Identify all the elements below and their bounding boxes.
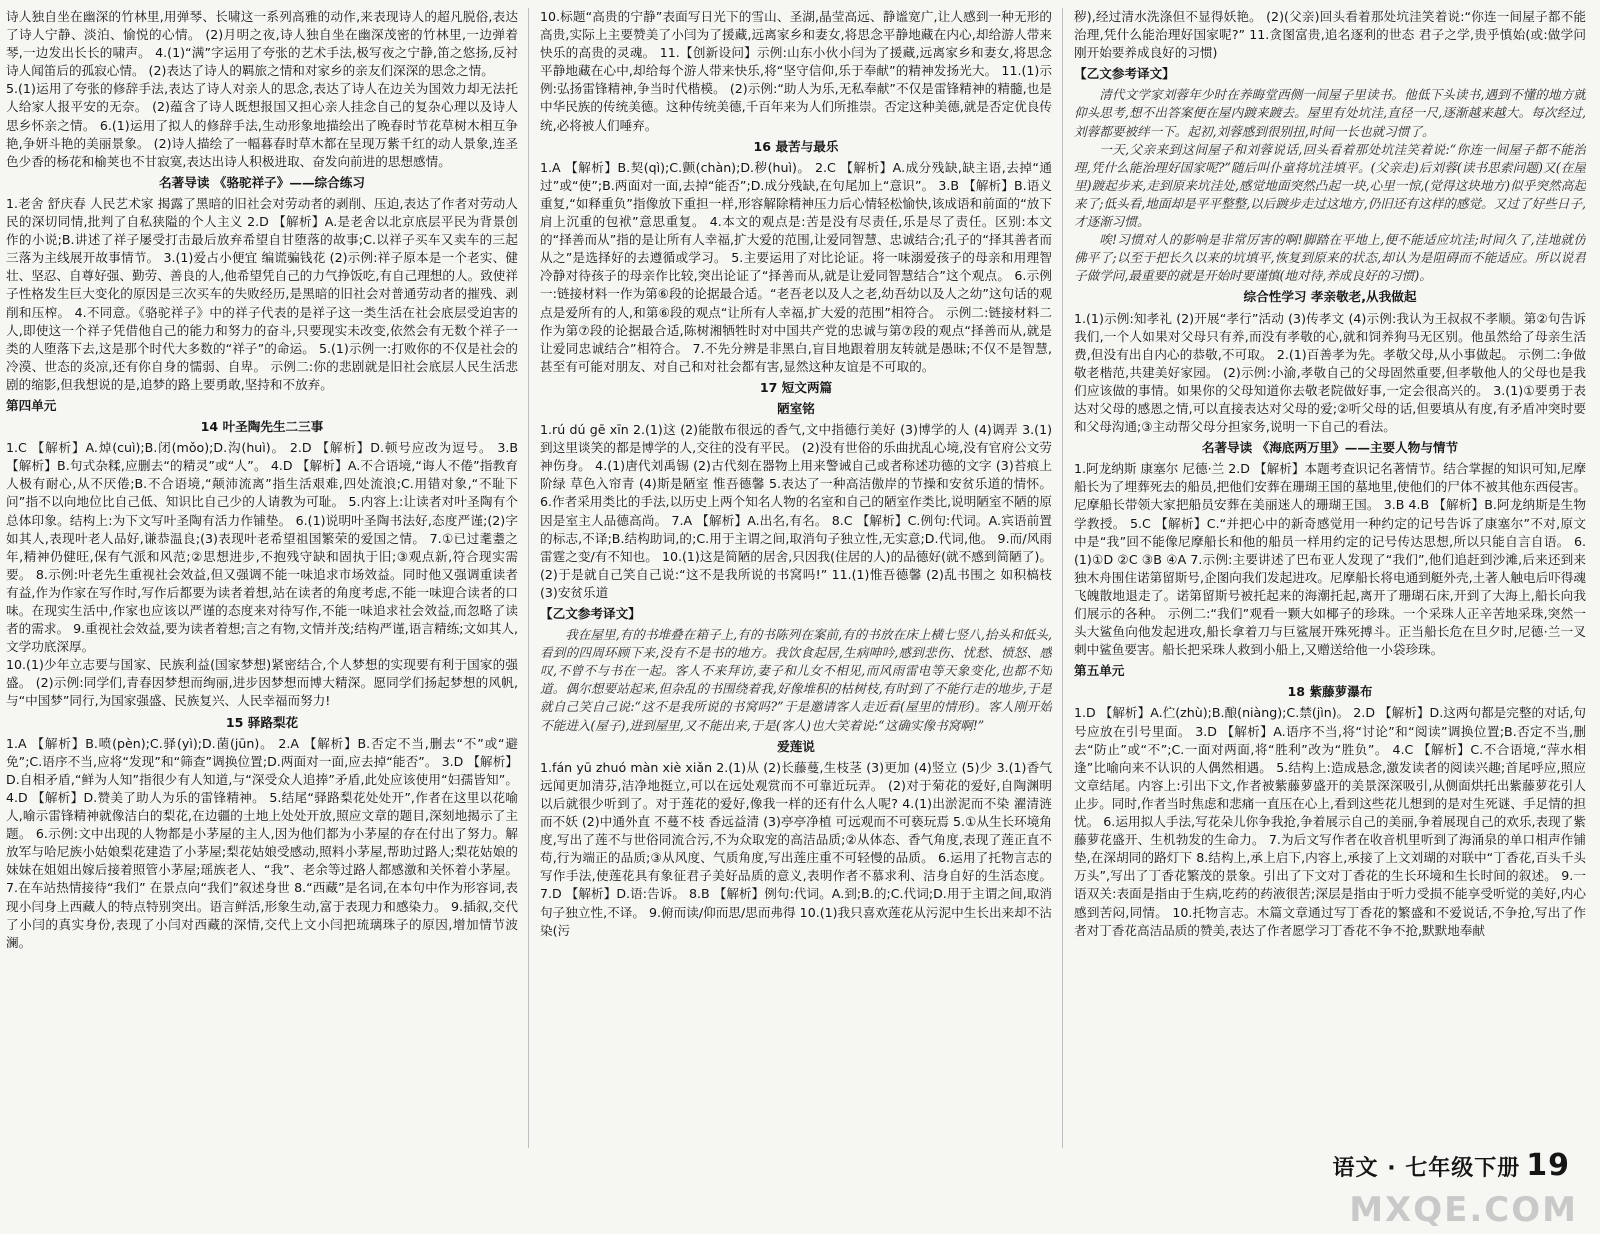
section-title: 综合性学习 孝亲敬老,从我做起: [1243, 289, 1417, 305]
translation-paragraph: 清代文学家刘蓉年少时在养晦堂西侧一间屋子里读书。他低下头读书,遇到不懂的地方就仰头思考,想不出答案便在屋内踱来踱去。屋里有处坑洼,直径一尺,逐渐越来越大。每次经过,刘蓉都要被绊一下。起初,刘蓉感到很别扭,时间一长也就习惯了。: [1074, 87, 1586, 139]
section-title: 17 短文两篇: [759, 379, 833, 395]
column-middle: [540, 8, 1052, 1148]
answer-paragraph: 10.标题“高贵的宁静”表面写日光下的雪山、圣湖,晶莹高远、静谧宽广,让人感到一种无形的高贵,实际上主要赞美了小闫为了援藏,远离家乡和妻女,将思念平静地藏在内心,却给游人带来快乐的高贵的灵魂。 11.【创新设问】示例:山东小伙小闫为了援藏,远离家乡和妻女,将思念平静地藏在心中,却给每个游人带来快乐,将“坚守信仰,乐于奉献”的精神发扬光大。 11.(1)示例:弘扬雷锋精神,争当时代楷模。 (2)示例:“助人为乐,无私奉献”不仅是雷锋精神的精髓,也是中华民族的传统美德。这种传统美德,千百年来为人们所推崇。否定这种美德,就是否定优良传统,必将被人们唾弃。: [540, 9, 1052, 133]
column-right: [1074, 8, 1586, 1148]
section-title: 18 紫藤萝瀑布: [1287, 684, 1373, 700]
footer-grade: 七年级下册: [1405, 1156, 1521, 1181]
answer-paragraph: 5.(1)运用了夸张的修辞手法,表达了诗人对亲人的思念,表达了诗人在边关为国效力却无法托人给家人报平安的无奈。 (2)蕴含了诗人既想报国又担心亲人挂念自己的复杂心理以及诗人思乡怀亲之情。 6.(1)运用了拟人的修辞手法,生动形象地描绘出了晚春时节花草树木相互争艳,争妍斗艳的美丽景象。 (2)诗人描绘了一幅暮春时草木都在呈现万紫千红的动人景象,连圣色少香的杨花和榆荚也不甘寂寞,表达出诗人积极进取、奋发向前进的思想感情。: [6, 81, 518, 169]
translation-paragraph: 我在屋里,有的书堆叠在箱子上,有的书陈列在案前,有的书放在床上横七竖八,抬头和低头,看到的四周环顾下来,没有不是书的地方。我饮食起居,生病呻吟,感到悲伤、忧愁、愤怒、感叹,不曾不与书在一起。客人不来拜访,妻子和儿女不相见,而风雨雷电等天象变化,也都不知道。偶尔想要站起来,但杂乱的书围绕着我,好像堆积的枯树枝,有时到了不能行走的地步,于是就自己笑自己说:“这不是我所说的书窝吗?”于是邀请客人走近看(屋里的情形)。客人刚开始不能进入(屋子),进到屋里,又不能出来,于是(客人)也大笑着说:“这确实像书窝啊!”: [540, 627, 1052, 733]
section-title: 14 叶圣陶先生二三事: [200, 419, 324, 435]
section-title: 名著导读 《海底两万里》——主要人物与情节: [1201, 440, 1459, 456]
answer-paragraph: 1.rú dú gē xīn 2.(1)这 (2)能散布很远的香气,文中指德行美好 (3)博学的人 (4)调弄 3.(1)到这里谈笑的都是博学的人,交往的没有平民。 (2)没有世俗的乐曲扰乱心境,没有官府公文劳神伤身。 4.(1)唐代刘禹锡 (2)古代刻在器物上用来警诫自己或者称述功德的文字 (3)苔痕上阶绿 草色入帘青 (4)斯是陋室 惟吾德馨 5.表达了一种高洁傲岸的节操和安贫乐道的情怀。 6.作者采用类比的手法,以历史上两个知名人物的名室和自己的陋室作类比,说明陋室不陋的原因是室主人品德高尚。 7.A 【解析】A.出名,有名。 8.C 【解析】C.例句:代词。A.宾语前置的标志,不译;B.结构助词,的;C.用于主谓之间,取消句子独立性,无实意;D.代词,他。 9.而/风雨雷霆之变/有不知也。 10.(1)这是简陋的居舍,只因我(住居的人)的品德好(就不感到简陋了)。 (2)于是就自己笑自己说:“这不是我所说的书窝吗!” 11.(1)惟吾德馨 (2)乱书围之 如积槁枝 (3)安贫乐道: [540, 422, 1052, 600]
answer-paragraph: 1.(1)示例:知孝礼 (2)开展“孝行”活动 (3)传孝文 (4)示例:我认为王叔叔不孝顺。第②句告诉我们,一个人如果对父母只有养,而没有孝敬的心,就和饲养狗马无区别。他虽然给了母亲生活费,但没有出自内心的恭敬,不可取。 2.(1)百善孝为先。孝敬父母,从小事做起。 示例二:争做敬老楷范,共建美好家园。 (2)示例:小渝,孝敬自己的父母固然重要,但孝敬他人的父母也是我们应该做的事情。如果你的父母知道你去敬老院做好事,一定会很高兴的。 3.(1)①要勇于表达对父母的感恩之情,可以直接表达对父母的爱;②听父母的话,但要填从有度,有矛盾冲突时要和父母沟通;③主动帮父母分担家务,说明一下自己的看法。: [1074, 310, 1586, 435]
translation-heading: 【乙文参考译文】: [540, 606, 641, 621]
section-title: 16 最苦与最乐: [753, 138, 839, 154]
unit-heading: 第四单元: [6, 397, 57, 413]
section-title: 名著导读 《骆驼祥子》——综合练习: [159, 174, 365, 190]
answer-paragraph: 1.阿龙纳斯 康塞尔 尼德·兰 2.D 【解析】本题考查识记名著情节。结合掌握的知识可知,尼摩船长为了埋葬死去的船员,把他们安葬在珊瑚王国的墓地里,使他们的尸体不被其他东西侵害。尼摩船长带领大家把船员安葬在美丽迷人的珊瑚王国。 3.B 4.B 【解析】B.阿龙纳斯是生物学教授。 5.C 【解析】C.“并把心中的新奇感觉用一种约定的记号告诉了康塞尔”不对,原文中是“我”回不能像尼摩船长和他的船员一样用约定的记号传达思想,所以只能自言自语。 6.(1)①D ②C ③B ④A 7.示例:主要讲述了巴布亚人发现了“我们”,他们追赶到沙滩,后来还到来独木舟围住诺第留斯号,企图向我们发起进攻。尼摩船长将电通到艇外壳,土著人触电后吓得魂飞魄散地退走了。诺第留斯号被托起来的海潮托起,离开了珊瑚石床,开到了大海上,船长向我们展示的各种。 示例二:“我们”观看一颗大如椰子的珍珠。一个采珠人正辛苦地采珠,突然一头大鲨鱼向他发起进攻,船长拿着刀与巨鲨展开殊死搏斗。正当船长危在旦夕时,尼德·兰一叉刺中鲨鱼要害。船长把采珠人救到小船上,又赠送给他一小袋珍珠。: [1074, 461, 1586, 658]
section-title: 陋室铭: [777, 400, 815, 416]
column-divider: [528, 8, 529, 1148]
answer-paragraph: 1.D 【解析】A.伫(zhù);B.酿(niàng);C.禁(jìn)。 2.D 【解析】D.这两句都是完整的对话,句号应放在引号里面。 3.D 【解析】A.语序不当,将“讨论”和“阅读”调换位置;B.否定不当,删去“防止”或“不”;C.一面对两面,将“胜利”改为“胜负”。 4.C 【解析】C.不合语境,“萍水相逢”比喻向来不认识的人偶然相遇。 5.结构上:造成悬念,激发读者的阅读兴趣;首尾呼应,照应文章结尾。内容上:引出下文,作者被紫藤萝盛开的美景深深吸引,从侧面烘托出紫藤萝花引人止步。同时,作者当时焦虑和悲痛一直压在心上,看到这些花儿想到的是对生死谜、手足情的担忧。 6.运用拟人手法,写花朵儿你争我抢,争着展示自己的美丽,争着展现自己的欢乐,表现了紫藤萝花盛开、生机勃发的生命力。 7.为后文写作者在收音机里听到了海涌泉的单口相声作铺垫,在深胡同的路灯下 8.结构上,承上启下,内容上,承接了上文刘瑚的对联中“丁香花,百头千头万头”,写出了丁香花繁茂的景象。引出了下文对丁香花的生长环境和生长时间的叙述。 9.一语双关:表面是指由于生病,吃药的药液很苦;深层是指由于听力受损不能享受听觉的美好,内心感到苦闷,同情。 10.托物言志。木篇文章通过写丁香花的繁盛和不爱说话,不争抢,写出了作者对丁香花高洁品质的赞美,表达了作者愿学习丁香花不争不抢,默默地奉献: [1074, 705, 1586, 938]
footer-subject: 语文: [1332, 1156, 1379, 1181]
footer-separator: ·: [1378, 1156, 1406, 1181]
translation-heading: 【乙文参考译文】: [1074, 66, 1175, 82]
translation-paragraph: 一天,父亲来到这间屋子和刘蓉说话,回头看着那处坑洼笑着说:“你连一间屋子都不能治理,凭什么能治理好国家呢?”随后叫仆童将坑洼填平。(父亲走)后刘蓉(读书思索问题)又(在屋里)踱起步来,走到原来坑洼处,感觉地面突然凸起一块,心里一惊,(觉得这块地方)似乎突然高起来了;低头看,地面却是平平整整,以后踱步走过这地方,仍旧还有这样的感觉。又过了好些日子,才逐渐习惯。: [1074, 141, 1586, 230]
section-title: 15 驿路梨花: [225, 714, 299, 730]
answer-paragraph: 10.(1)少年立志要与国家、民族利益(国家梦想)紧密结合,个人梦想的实现要有利于国家的强盛。 (2)示例:同学们,青春因梦想而绚丽,进步因梦想而博大精深。愿同学们扬起梦想的风帆,与“中国梦”同行,为国家强盛、民族复兴、人民幸福而努力!: [6, 657, 518, 709]
unit-heading: 第五单元: [1074, 663, 1125, 679]
answer-paragraph: 1.fán yū zhuó màn xiè xiǎn 2.(1)从 (2)长藤蔓,生枝茎 (3)更加 (4)竖立 (5)少 3.(1)香气远闻更加清芬,洁净地挺立,可以在远处观赏而不可靠近玩弄。 (2)对于菊花的爱好,自陶渊明以后就很少听到了。对于莲花的爱好,像我一样的还有什么人呢? 4.(1)出淤泥而不染 濯清涟而不妖 (2)中通外直 不蔓不枝 香远益清 (3)亭亭净植 可远观而不可亵玩焉 5.①从生长环境角度,写出了莲不与世俗同流合污,不为众取宠的高洁品质;②从体态、香气角度,表现了莲正直不苟,行为端正的品质;③从风度、气质角度,写出莲庄重不可轻慢的品质。 6.运用了托物言志的写作手法,使莲花具有象征君子美好品质的意义,表明作者不慕求利、洁身自好的生活态度。 7.D 【解析】D.语:告诉。 8.B 【解析】例句:代词。A.到;B.的;C.代词;D.用于主谓之间,取消句子独立性,不译。 9.俯而读/仰而思/思而弗得 10.(1)我只喜欢莲花从污泥中生长出来却不沾染(污: [540, 759, 1052, 938]
answer-paragraph: 1.A 【解析】B.喷(pèn);C.驿(yì);D.菌(jūn)。 2.A 【解析】B.否定不当,删去“不”或“避免”;C.语序不当,应将“发现”和“筛查”调换位置;D.两面对一面,应去掉“能否”。 3.D 【解析】D.自相矛盾,“鲜为人知”指很少有人知道,与“深受众人追捧”矛盾,此处应该使用“妇孺皆知”。 4.D 【解析】D.赞美了助人为乐的雷锋精神。 5.结尾“驿路梨花处处开”,作者在这里以花喻人,喻示雷锋精神就像洁白的梨花,在边疆的土地上处处开放,照应文章的题目,深刻地揭示了主题。 6.示例:文中出现的人物都是小茅屋的主人,因为他们都为小茅屋的存在付出了努力。解放军与哈尼族小姑娘梨花建造了小茅屋;梨花姑娘受感动,照料小茅屋,帮助过路人;梨花姑娘的妹妹在姐姐出嫁后接着照管小茅屋;瑶族老人、“我”、老余等过路人都感激和关怀着小茅屋。 7.在车站热情接待“我们” 在景点向“我们”叙述身世 8.“西藏”是名词,在本句中作为形容词,表现小闫身上西藏人的特点特别突出。语言鲜活,形象生动,富于表现力和感染力。 9.插叙,交代了小闫的真实身份,表现了小闫对西藏的深情,交代上文小闫把琉璃珠子的原因,增加情节波澜。: [6, 735, 518, 950]
column-divider: [1062, 8, 1063, 1148]
answer-paragraph: 诗人独自坐在幽深的竹林里,用弹琴、长啸这一系列高雅的动作,来表现诗人的超凡脱俗,表达了诗人宁静、淡泊、愉悦的心情。 (2)月明之夜,诗人独自坐在幽深茂密的竹林里,一边弹着琴,一边发出长长的啸声。 4.(1)“满”字运用了夸张的艺术手法,极写夜之宁静,笛之悠扬,反衬诗人闻笛后的孤寂心情。 (2)表达了诗人的羁旅之情和对家乡的亲友们深深的思念之情。: [6, 9, 518, 79]
answer-paragraph: 1.C 【解析】A.焯(cuì);B.闭(mǒo);D.沟(huì)。 2.D 【解析】D.顿号应改为逗号。 3.B 【解析】B.句式杂糅,应删去“的精灵”或“人”。 4.D 【解析】A.不合语境,“诲人不倦”指教育人极有耐心,从不厌倦;B.不合语境,“颠沛流离”指生活艰难,四处流浪;C.用错对象,“不耻下问”指不以向地位比自己低、知识比自己少的人请教为可耻。 5.内容上:让读者对叶圣陶有个总体印象。结构上:为下文写叶圣陶有活力作铺垫。 6.(1)说明叶圣陶书法好,态度严谨;(2)字如其人,表现叶老人品好,谦恭温良;(3)表现叶老希望祖国繁荣的爱国之情。 7.①已过耄耋之年,精神仍健旺,保有气派和风范;②思想进步,不抱残守缺和固执于旧;③观点新,符合现实需要。 8.示例:叶老先生重视社会效益,但又强调不能一味追求市场效益。同时他又强调重读者有益,作为作家在写作时,写作后都要为读者着想,站在读者的角度考虑,不能一味迎合读者的口味。在现实生活中,作家也应该以严谨的态度来对待写作,不能一味追求社会效益,而忽略了读者的需求。 9.重视社会效益,要为读者着想;言之有物,文情并茂;结构严谨,语言精练;文如其人,文学功底深厚。: [6, 440, 518, 655]
answer-paragraph: 1.老舍 舒庆春 人民艺术家 揭露了黑暗的旧社会对劳动者的剥削、压迫,表达了作者对劳动人民的深切同情,批判了自私狭隘的个人主义 2.D 【解析】A.是老舍以北京底层平民为背景创作的小说;B.讲述了祥子屡受打击最后放弃希望自甘堕落的故事;C.以祥子买车又卖车的三起三落为主线展开故事情节。 3.(1)爱占小便宜 编谎骗钱花 (2)示例:祥子原本是一个老实、健壮、坚忍、自尊好强、勤劳、善良的人,他希望凭自己的力气挣饭吃,有自己理想的人。致使祥子性格发生巨大变化的原因是三次买车的失败经历,是黑暗的旧社会对普通劳动者的摧残、剥削和压榨。 4.不同意。《骆驼祥子》中的祥子代表的是祥子这一类生活在社会底层受迫害的人,即使这一个祥子凭借他自己的能力和努力的奋斗,只要现实未改变,依然会有无数个祥子一类的人堕落下去,这是那个时代大多数的“祥子”的命运。 5.(1)示例一:打败你的不仅是社会的冷漠、世态的炎凉,还有你自身的懦弱、自卑。 示例二:你的悲剧就是旧社会底层人民生活悲剧的缩影,但我想说的是,追梦的路上要勇敢,坚持和不放弃。: [6, 195, 518, 392]
answer-paragraph: 秽),经过清水洗涤但不显得妖艳。 (2)(父亲)回头看着那处坑洼笑着说:“你连一间屋子都不能治理,凭什么能治理好国家呢?” 11.贪图富贵,追名逐利的世态 君子之学,贵乎慎始(或:做学问刚开始要养成良好的习惯): [1074, 9, 1586, 61]
answer-paragraph: 1.A 【解析】B.契(qì);C.颤(chàn);D.秽(huì)。 2.C 【解析】A.成分残缺,缺主语,去掉“通过”或“使”;B.两面对一面,去掉“能否”;D.成分残缺,在句尾加上“意识”。 3.B 【解析】B.语义重复,“如释重负”指像放下重担一样,形容解除精神压力后心情轻松愉快,该成语和前面的“放下肩上沉重的包袱”意思重复。 4.本文的观点是:苦是没有尽责任,乐是尽了责任。区别:本文的“择善而从”指的是让所有人幸福,扩大爱的范围,让爱同智慧、忠诚结合;孔子的“择其善者而从之”是选择好的去遵循或学习。 5.主要运用了对比论证。将一味溺爱孩子的母亲和用理智冷静对待孩子的母亲作比较,突出论证了“择善而从,就是让爱同智慧结合”这个观点。 6.示例一:链接材料一作为第⑥段的论据最合适。“老吾老以及人之老,幼吾幼以及人之幼”这句话的观点是爱所有的人,和第⑥段的观点“让所有人幸福,扩大爱的范围”相符合。 示例二:链接材料二作为第⑦段的论据最合适,陈树湘牺牲时对中国共产党的忠诚与第⑦段的观点“择善而从,就是让爱同忠诚结合”相符合。 7.不先分辨是非黑白,盲目地跟着朋友转就是愚昧;不仅不是智慧,甚至有可能对朋友、对自己和对社会都有害,显然这种友谊是不可取的。: [540, 159, 1052, 374]
page-footer: [1333, 1148, 1570, 1183]
page-number: 19: [1526, 1148, 1570, 1183]
watermark-logo: MXQE.COM: [1349, 1190, 1578, 1230]
section-title: 爱莲说: [777, 738, 815, 754]
translation-paragraph: 唉!习惯对人的影响是非常厉害的啊!脚踏在平地上,便不能适应坑洼;时间久了,洼地就仿佛平了;以至于把长久以来的坑填平,恢复到原来的状态,却认为是阻碍而不能适应。所以说君子做学问,最重要的就是开始时要谨慎(地对待,养成良好的习惯)。: [1074, 232, 1586, 284]
column-left: [6, 8, 518, 1148]
